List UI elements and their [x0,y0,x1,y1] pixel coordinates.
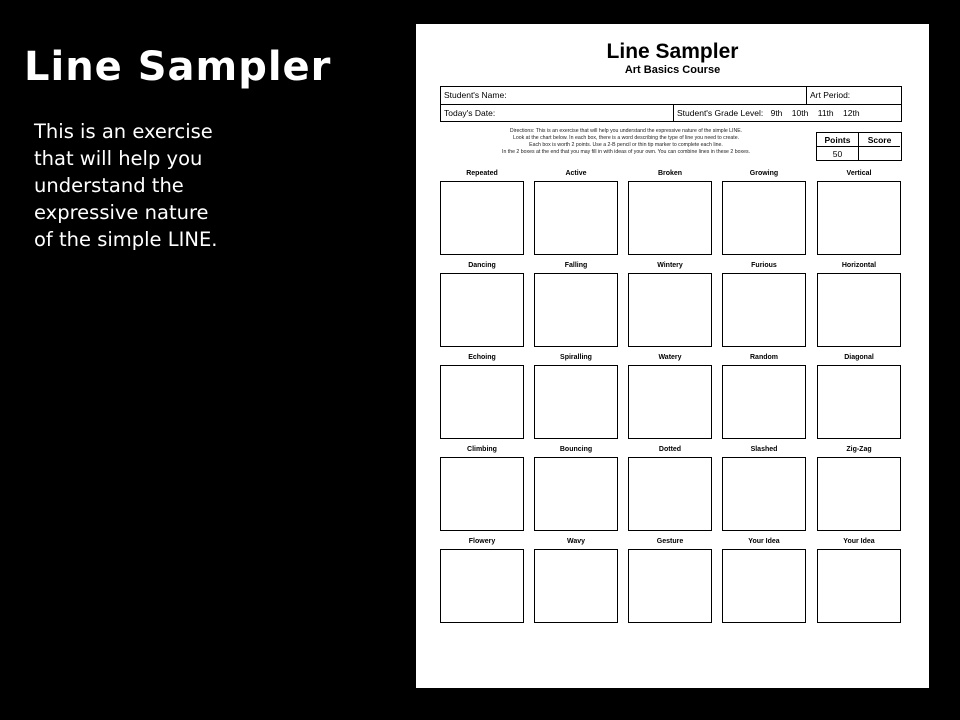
line-drawing-box [440,365,524,439]
line-drawing-box [628,549,712,623]
line-box-label: Falling [564,262,588,269]
art-period-label: Art Period: [806,87,901,104]
line-drawing-box [628,365,712,439]
line-drawing-box [628,273,712,347]
points-header: Points [817,133,859,147]
line-box-label: Growing [749,170,779,177]
description-line: understand the [34,174,184,197]
score-header: Score [859,133,900,147]
line-box-label: Climbing [467,446,497,453]
directions-line: In the 2 boxes at the end that you may fill in with ideas of your own. You can combine lines in these 2 boxes. [502,149,750,155]
description-line: This is an exercise [34,120,213,143]
line-box-label: Repeated [466,170,498,177]
student-name-label: Student's Name: [444,90,507,100]
line-box-label: Watery [658,354,682,361]
line-type-grid [416,24,929,688]
line-box-label: Wintery [657,262,683,269]
line-drawing-box [440,273,524,347]
directions-line: Look at the chart below. In each box, there is a word describing the type of line you need to create. [512,135,740,141]
line-box-label: Random [750,354,778,361]
line-box-label: Active [565,170,587,177]
line-drawing-box [534,457,618,531]
line-drawing-box [817,549,901,623]
line-box-label: Broken [657,170,683,177]
line-box-label: Horizontal [841,262,877,269]
description-line: that will help you [34,147,203,170]
line-box-label: Vertical [846,170,872,177]
todays-date-label: Today's Date: [444,108,496,118]
line-box-label: Slashed [750,446,778,453]
directions-line: Directions: This is an exercise that will help you understand the expressive nature of the simple LINE. [509,128,743,134]
line-drawing-box [817,181,901,255]
directions-line: Each box is worth 2 points. Use a 2-B pencil or thin tip marker to complete each line. [529,142,723,148]
line-drawing-box [534,273,618,347]
grade-option: 11th [817,108,834,118]
line-box-label: Your Idea [748,538,780,545]
line-box-label: Diagonal [844,354,874,361]
line-drawing-box [440,457,524,531]
line-drawing-box [534,549,618,623]
line-box-label: Dotted [658,446,682,453]
worksheet-subtitle: Art Basics Course [624,64,721,76]
line-drawing-box [534,181,618,255]
line-drawing-box [722,365,806,439]
line-drawing-box [722,273,806,347]
line-box-label: Wavy [566,538,586,545]
line-drawing-box [817,365,901,439]
grade-option: 12th [843,108,860,118]
line-drawing-box [440,549,524,623]
grade-option: 9th [770,108,783,118]
worksheet-page [416,24,929,688]
line-box-label: Spiralling [560,354,592,361]
line-box-label: Bouncing [559,446,593,453]
worksheet-title: Line Sampler [606,40,739,63]
line-box-label: Furious [751,262,777,269]
description-line: expressive nature [34,201,209,224]
grade-level-label: Student's Grade Level: [677,108,764,118]
line-drawing-box [817,273,901,347]
slide-description [34,118,294,253]
line-drawing-box [722,549,806,623]
line-drawing-box [534,365,618,439]
line-drawing-box [722,181,806,255]
line-drawing-box [440,181,524,255]
line-box-label: Gesture [656,538,684,545]
line-box-label: Zig-Zag [846,446,872,453]
description-line: of the simple LINE. [34,228,218,251]
line-box-label: Your Idea [843,538,875,545]
line-drawing-box [817,457,901,531]
line-drawing-box [628,181,712,255]
grade-option: 10th [791,108,809,118]
line-box-label: Dancing [468,262,496,269]
line-box-label: Echoing [468,354,496,361]
line-box-label: Flowery [468,538,496,545]
line-drawing-box [628,457,712,531]
line-drawing-box [722,457,806,531]
slide-title: Line Sampler [24,44,332,90]
points-value: 50 [817,147,859,161]
